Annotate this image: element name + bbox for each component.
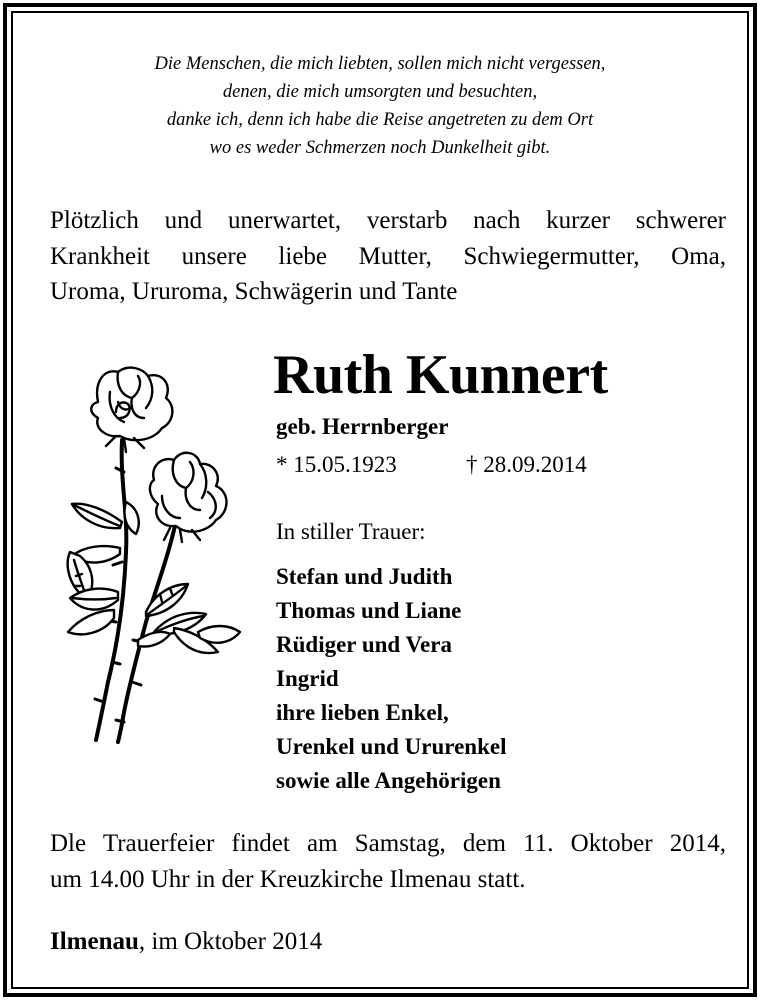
mourner-entry: Urenkel und Ururenkel [276, 734, 507, 759]
mourner-entry: ihre lieben Enkel, [276, 700, 449, 725]
mourning-intro: In stiller Trauer: [276, 519, 426, 544]
place-city: Ilmenau [50, 928, 139, 955]
funeral-line: Dle Trauerfeier findet am Samstag, dem 11. Oktober 2014, [50, 830, 726, 857]
announcement-line: Plötzlich und unerwartet, verstarb nach kurzer schwerer [50, 207, 726, 234]
mourner-entry: Rüdiger und Vera [276, 632, 452, 657]
maiden-name: geb. Herrnberger [276, 414, 449, 439]
funeral-line: um 14.00 Uhr in der Kreuzkirche Ilmenau statt. [50, 866, 526, 893]
announcement-text [50, 203, 726, 310]
poem-line: wo es weder Schmerzen noch Dunkelheit gibt. [209, 138, 551, 158]
deceased-name: Ruth Kunnert [273, 344, 608, 406]
death-date: † 28.09.2014 [466, 452, 587, 477]
poem-line: Die Menschen, die mich liebten, sollen mich nicht vergessen, [154, 54, 606, 74]
place-date [50, 928, 322, 956]
poem-line: danke ich, denn ich habe die Reise angetreten zu dem Ort [166, 110, 594, 130]
life-dates [276, 452, 587, 478]
funeral-info [50, 826, 726, 898]
mourner-entry: sowie alle Angehörigen [276, 768, 501, 793]
announcement-line: Krankheit unsere liebe Mutter, Schwiegermutter, Oma, [50, 242, 726, 270]
announcement-line: Uroma, Ururoma, Schwägerin und Tante [50, 278, 458, 305]
birth-date: * 15.05.1923 [276, 452, 397, 477]
mourner-entry: Stefan und Judith [276, 564, 453, 589]
rose-icon [58, 362, 243, 747]
mourner-entry: Ingrid [276, 666, 339, 691]
mourner-entry: Thomas und Liane [276, 598, 462, 623]
poem-line: denen, die mich umsorgten und besuchten, [222, 82, 538, 102]
poem [60, 50, 700, 162]
mourners-list [276, 560, 506, 798]
place-date-text: , im Oktober 2014 [138, 928, 323, 955]
